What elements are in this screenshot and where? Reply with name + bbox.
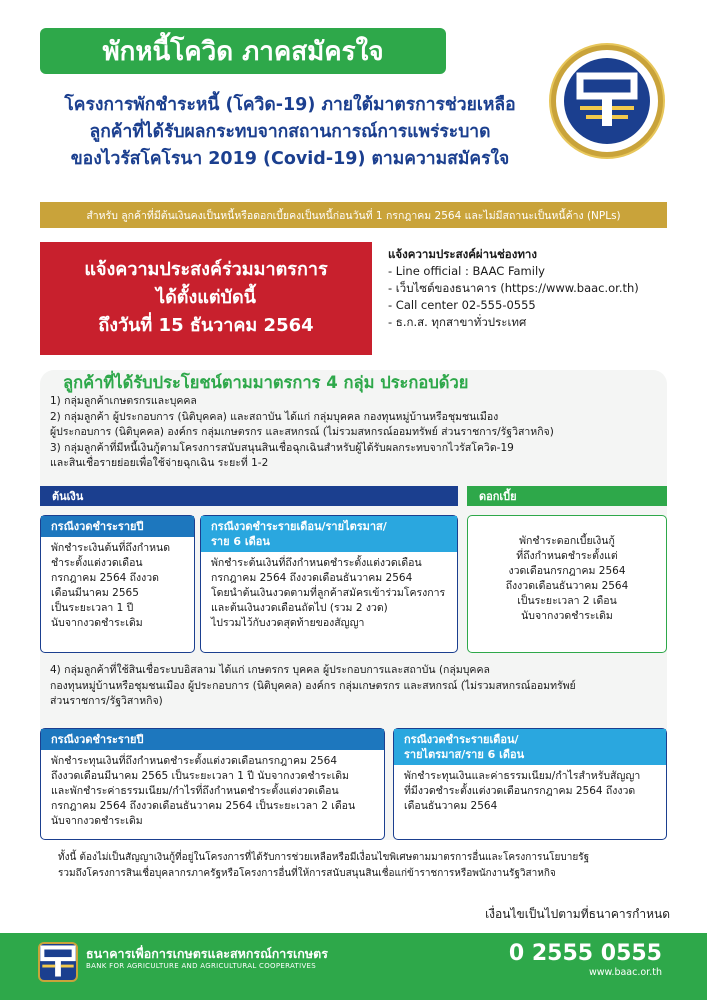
group4-line: ส่วนราชการ/รัฐวิสาหกิจ) (50, 695, 163, 707)
card-line: นับจากงวดชำระเดิม (51, 815, 143, 827)
group-item: 3) กลุ่มลูกค้าที่มีหนี้เงินกู้ตามโครงการสนับสนุนสินเชื่อฉุกเฉินสำหรับผู้ได้รับผลกระทบจากไวรัสโควิด-19 (50, 441, 514, 454)
card-heading (201, 516, 457, 552)
card-line: พักชำระดอกเบี้ยเงินกู้ (519, 535, 615, 547)
headline (40, 92, 540, 173)
card-line: ชำระตั้งแต่งวดเดือน (51, 557, 143, 569)
islamic-monthly-card (393, 728, 667, 840)
card-line: กรกฎาคม 2564 ถึงงวดเดือนธันวาคม 2564 เป็นระยะเวลา 2 เดือน (51, 800, 356, 812)
card-line: กรกฎาคม 2564 ถึงงวดเดือนธันวาคม 2564 (211, 572, 413, 584)
group4-text (50, 663, 660, 710)
monthly-card (200, 515, 458, 653)
headline-line: โครงการพักชำระหนี้ (โควิด-19) ภายใต้มาตรการช่วยเหลือ (64, 95, 516, 115)
page-title: พักหนี้โควิด ภาคสมัครใจ (102, 36, 384, 67)
title-banner (40, 28, 446, 74)
card-line: พักชำระเงินต้นที่ถึงกำหนด (51, 542, 171, 554)
eligibility-text: สำหรับ ลูกค้าที่มีต้นเงินคงเป็นหนี้หรือดอกเบี้ยคงเป็นหนี้ก่อนวันที่ 1 กรกฎาคม 2564 และไม่มีสถานะเป็นหนี้ค้าง (NPLs) (86, 209, 621, 222)
interest-bar: ดอกเบี้ย (467, 486, 667, 506)
card-line: นับจากงวดชำระเดิม (51, 617, 143, 629)
card-line: ที่ถึงกำหนดชำระตั้งแต่ (516, 550, 618, 562)
card-line: งวดเดือนกรกฎาคม 2564 (508, 565, 626, 577)
notice-box (40, 242, 372, 355)
group4-line: 4) กลุ่มลูกค้าที่ใช้สินเชื่อระบบอิสลาม ได้แก่ เกษตรกร บุคคล ผู้ประกอบการและสถาบัน (กลุ่มบุคคล (50, 664, 490, 676)
card-heading: กรณีงวดชำระรายปี (41, 516, 194, 537)
card-body (394, 765, 666, 818)
card-heading-line: ราย 6 เดือน (211, 535, 270, 548)
card-line: พักชำระทุนเงินที่ถึงกำหนดชำระตั้งแต่งวดเดือนกรกฎาคม 2564 (51, 755, 338, 767)
interest-card (467, 515, 667, 653)
remark-line: รวมถึงโครงการสินเชื่อบุคลากรภาครัฐหรือโครงการอื่นที่ให้การสนับสนุนสินเชื่อแก่ข้าราชการหรือพนักงานรัฐวิสาหกิจ (58, 868, 556, 879)
headline-line: ของไวรัสโคโรนา 2019 (Covid-19) ตามความสมัครใจ (70, 149, 510, 169)
card-line: และต้นเงินงวดเดือนถัดไป (รวม 2 งวด) (211, 602, 388, 614)
group-item: 2) กลุ่มลูกค้า ผู้ประกอบการ (นิติบุคคล) และสถาบัน ได้แก่ กลุ่มบุคคล กองทุนหมู่บ้านหรือชุมชนเมือง (50, 410, 499, 423)
footer-phone[interactable]: 0 2555 0555 (508, 941, 662, 966)
card-line: ไปรวมไว้กับงวดสุดท้ายของสัญญา (211, 617, 365, 629)
notice-line: ได้ตั้งแต่บัดนี้ (156, 287, 256, 308)
card-line: พักชำระต้นเงินที่ถึงกำหนดชำระตั้งแต่งวดเดือน (211, 557, 422, 569)
principal-bar: ต้นเงิน (40, 486, 458, 506)
remark (58, 850, 668, 882)
card-line: กรกฎาคม 2564 ถึงงวด (51, 572, 159, 584)
card-heading-line: กรณีงวดชำระรายเดือน/ (404, 733, 519, 746)
channel-call-center: - Call center 02-555-0555 (388, 298, 536, 312)
card-body (41, 750, 384, 833)
card-body (41, 537, 194, 635)
condition-note: เงื่อนไขเป็นไปตามที่ธนาคารกำหนด (485, 907, 670, 921)
islamic-annual-card (40, 728, 385, 840)
channel-line: - Line official : BAAC Family (388, 264, 545, 278)
channel-branches: - ธ.ก.ส. ทุกสาขาทั่วประเทศ (388, 315, 527, 329)
card-body (201, 552, 457, 635)
channels-list (388, 246, 678, 331)
headline-line: ลูกค้าที่ได้รับผลกระทบจากสถานการณ์การแพร่ระบาด (89, 122, 491, 142)
card-heading-line: กรณีงวดชำระรายเดือน/รายไตรมาส/ (211, 520, 387, 533)
card-heading-line: รายไตรมาส/ราย 6 เดือน (404, 748, 525, 761)
group4-line: กองทุนหมู่บ้านหรือชุมชนเมือง ผู้ประกอบการ (นิติบุคคล) องค์กร กลุ่มเกษตรกร และสหกรณ์ (ไม่รวมสหกรณ์ออมทรัพย์ (50, 679, 576, 692)
card-line: ถึงงวดเดือนมีนาคม 2565 เป็นระยะเวลา 1 ปี นับจากงวดชำระเดิม (51, 770, 349, 782)
card-heading: กรณีงวดชำระรายปี (41, 729, 384, 750)
group-item: และสินเชื่อรายย่อยเพื่อใช้จ่ายฉุกเฉิน ระยะที่ 1-2 (50, 457, 269, 469)
footer-website[interactable]: www.baac.or.th (589, 967, 662, 978)
logo-mark-icon (576, 70, 638, 132)
card-line: ถึงงวดเดือนธันวาคม 2564 (505, 580, 629, 592)
card-heading (394, 729, 666, 765)
card-line: ที่มีงวดชำระตั้งแต่งวดเดือนกรกฎาคม 2564 ถึงงวด (404, 785, 636, 797)
groups-title: ลูกค้าที่ได้รับประโยชน์ตามมาตรการ 4 กลุ่ม ประกอบด้วย (63, 373, 469, 392)
channel-website: - เว็บไซต์ของธนาคาร (https://www.baac.or.th) (388, 281, 639, 295)
remark-line: ทั้งนี้ ต้องไม่เป็นสัญญาเงินกู้ที่อยู่ในโครงการที่ได้รับการช่วยเหลือหรือมีเงื่อนไขพิเศษตามมาตรการอื่นและโครงการนโยบายรัฐ (58, 852, 590, 863)
footer-logo (38, 942, 78, 982)
card-line: โดยนำต้นเงินงวดตามที่ลูกค้าสมัครเข้าร่วมโครงการ (211, 587, 446, 599)
group-item: 1) กลุ่มลูกค้าเกษตรกรและบุคคล (50, 395, 197, 407)
card-line: นับจากงวดชำระเดิม (521, 610, 613, 622)
card-line: พักชำระทุนเงินและค่าธรรมเนียม/กำไรสำหรับสัญญา (404, 770, 641, 782)
card-line: และพักชำระค่าธรรมเนียม/กำไรที่ถึงกำหนดชำระตั้งแต่งวดเดือน (51, 785, 339, 797)
groups-list (50, 394, 660, 472)
card-line: เป็นระยะเวลา 1 ปี (51, 602, 134, 614)
channels-title: แจ้งความประสงค์ผ่านช่องทาง (388, 247, 537, 261)
footer-logo-icon (40, 944, 76, 980)
notice-line: แจ้งความประสงค์ร่วมมาตรการ (84, 259, 328, 280)
card-body (468, 516, 666, 628)
notice-deadline: ถึงวันที่ 15 ธันวาคม 2564 (98, 315, 314, 336)
logo-emblem (564, 58, 650, 144)
bank-name-english: BANK FOR AGRICULTURE AND AGRICULTURAL COOPERATIVES (86, 962, 317, 970)
group-item: ผู้ประกอบการ (นิติบุคคล) องค์กร กลุ่มเกษตรกร และสหกรณ์ (ไม่รวมสหกรณ์ออมทรัพย์ ส่วนราชการ/รัฐวิสาหกิจ) (50, 426, 554, 438)
annual-card (40, 515, 195, 653)
card-line: เดือนธันวาคม 2564 (404, 800, 498, 812)
bank-name-thai: ธนาคารเพื่อการเกษตรและสหกรณ์การเกษตร (86, 946, 328, 961)
card-line: เดือนมีนาคม 2565 (51, 587, 139, 599)
card-line: เป็นระยะเวลา 2 เดือน (517, 595, 617, 607)
baac-logo (551, 45, 663, 157)
eligibility-bar (40, 202, 667, 228)
